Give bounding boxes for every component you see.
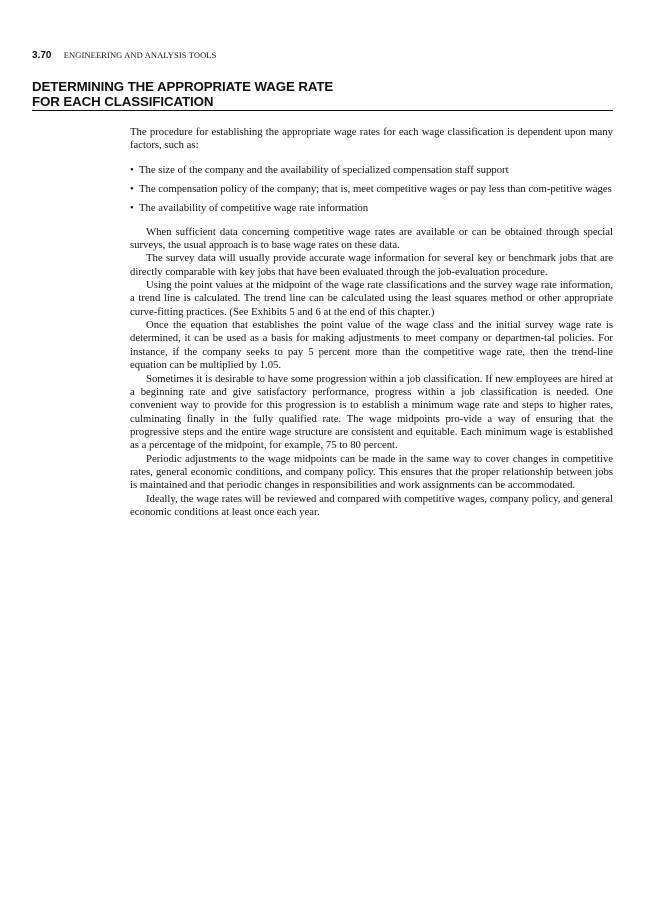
body-paragraph: Using the point values at the midpoint of the wage rate classifications and the survey wage rate information, a trend line is calculated. The trend line can be calculated using the least squares method or other appropriate curve-fitting practices. (See Exhibits 5 and 6 at the end of this chapter.)	[130, 279, 613, 318]
list-item-text: The availability of competitive wage rate information	[139, 202, 369, 215]
factor-list	[130, 164, 613, 216]
list-item-text: The compensation policy of the company; that is, meet competitive wages or pay less than com-petitive wages	[139, 183, 612, 196]
running-head	[32, 48, 216, 62]
body-paragraph: When sufficient data concerning competitive wage rates are available or can be obtained through special surveys, the usual approach is to base wage rates on these data.	[130, 225, 613, 252]
list-item-text: The size of the company and the availability of specialized compensation staff support	[139, 163, 509, 176]
intro-paragraph: The procedure for establishing the appropriate wage rates for each wage classification is dependent upon many factors, such as:	[130, 126, 613, 152]
page-number: 3.70	[32, 50, 52, 61]
bullet-icon: •	[130, 183, 134, 196]
heading-rule	[32, 110, 613, 111]
body-paragraph: The survey data will usually provide accurate wage information for several key or benchmark jobs that are directly comparable with key jobs that have been evaluated through the job-evaluation procedure.	[130, 252, 613, 278]
list-item	[130, 202, 613, 215]
body-paragraph: Ideally, the wage rates will be reviewed and compared with competitive wages, company policy, and general economic conditions at least once each year.	[130, 492, 613, 518]
bullet-icon: •	[130, 163, 134, 176]
section-heading-line: FOR EACH CLASSIFICATION	[32, 94, 214, 109]
bullet-icon: •	[130, 202, 134, 215]
section-heading-line: DETERMINING THE APPROPRIATE WAGE RATE	[32, 79, 334, 94]
running-head-title: ENGINEERING AND ANALYSIS TOOLS	[63, 50, 217, 60]
section-heading	[32, 79, 612, 109]
body-text	[130, 126, 613, 519]
body-paragraph: Periodic adjustments to the wage midpoints can be made in the same way to cover changes in competitive rates, general economic conditions, and company policy. This ensures that the proper relationship between jobs is maintained and that periodic changes in responsibilities and work assignments can be accommodated.	[130, 452, 613, 492]
list-item	[130, 183, 613, 196]
body-paragraph: Sometimes it is desirable to have some progression within a job classification. If new employees are hired at a beginning rate and give satisfactory performance, progress within a job classification is needed. One convenient way to provide for this progression is to establish a minimum wage rate and steps to higher rates, culminating finally in the fully qualified rate. The wage midpoints pro-vide a way of ensuring that the progressive steps and the entire wage structure are consistent and equitable. Each minimum wage is established as a percentage of the midpoint, for example, 75 to 80 percent.	[130, 372, 613, 452]
body-paragraph: Once the equation that establishes the point value of the wage class and the initial survey wage rate is determined, it can be used as a basis for making adjustments to meet company or departmen-tal policies. For instance, if the company seeks to pay 5 percent more than the competitive wage rate, then the trend-line equation can be multiplied by 1.05.	[130, 319, 613, 372]
list-item	[130, 164, 613, 177]
